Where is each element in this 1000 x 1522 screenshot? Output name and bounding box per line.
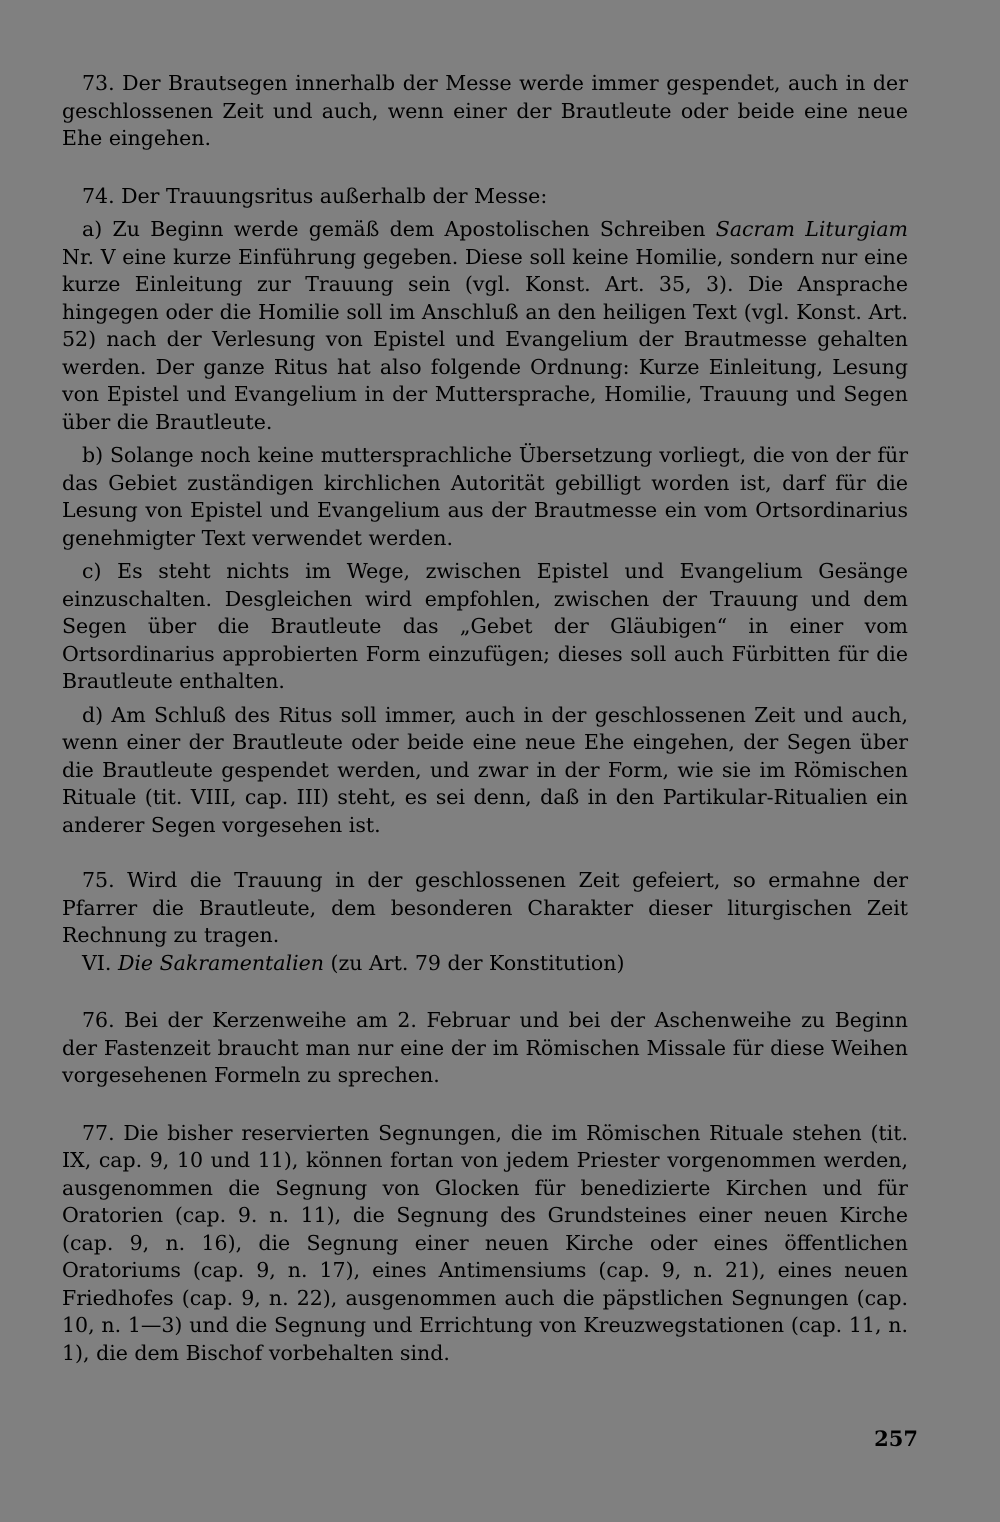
- paragraph-74a-italic-title: Sacram Liturgiam: [715, 217, 908, 241]
- paragraph-77: 77. Die bisher reservierten Segnungen, die im Römischen Rituale stehen (tit. IX, cap. 9, 10 und 11), können fortan von jedem Priester vorgenommen werden, ausgenommen die Segnung von Glocken für benedizierte Kirchen und für Oratorien (cap. 9. n. 11), die Segnung des Grundsteines einer neuen Kirche (cap. 9, n. 16), die Segnung einer neuen Kirche oder eines öffentlichen Oratoriums (cap. 9, n. 17), eines Antimensiums (cap. 9, n. 21), eines neuen Friedhofes (cap. 9, n. 22), ausgenommen auch die päpstlichen Segnungen (cap. 10, n. 1—3) und die Segnung und Errichtung von Kreuzwegstationen (cap. 11, n. 1), die dem Bischof vorbehalten sind.: [62, 1120, 908, 1365]
- paragraph-74a-start: a) Zu Beginn werde gemäß dem Apostolischen Schreiben: [82, 217, 716, 241]
- section-subtitle: (zu Art. 79 der Konstitution): [323, 950, 625, 975]
- section-number: VI.: [82, 950, 118, 975]
- paragraph-74d: d) Am Schluß des Ritus soll immer, auch in der geschlossenen Zeit und auch, wenn einer der Brautleute oder beide eine neue Ehe eingehen, der Segen über die Brautleute gespendet werden, und zwar in der Form, wie sie im Römischen Rituale (tit. VIII, cap. III) steht, es sei denn, daß in den Partikular-Ritualien ein anderer Segen vorgesehen ist.: [62, 702, 908, 837]
- section-heading: [62, 950, 908, 978]
- paragraph-74b: b) Solange noch keine muttersprachliche Übersetzung vorliegt, die von der für das Gebiet zuständigen kirchlichen Autorität gebilligt worden ist, darf für die Lesung von Epistel und Evangelium aus der Brautmesse ein vom Ortsordinarius genehmigter Text verwendet werden.: [62, 443, 908, 550]
- paragraph-74a-rest: Nr. V eine kurze Einführung gegeben. Diese soll keine Homilie, sondern nur eine kurze Einleitung zur Trauung sein (vgl. Konst. Art. 35, 3). Die Ansprache hingegen oder die Homilie soll im Anschluß an den heiligen Text (vgl. Konst. Art. 52) nach der Verlesung von Epistel und Evangelium der Brautmesse gehalten werden. Der ganze Ritus hat also folgende Ordnung: Kurze Einleitung, Lesung von Epistel und Evangelium in der Muttersprache, Homilie, Trauung und Segen über die Brautleute.: [62, 244, 908, 434]
- paragraph-74c: c) Es steht nichts im Wege, zwischen Epistel und Evangelium Gesänge einzuschalten. Desgleichen wird empfohlen, zwischen der Trauung und dem Segen über die Brautleute das „Gebet der Gläubigen“ in einer vom Ortsordinarius approbierten Form einzufügen; dieses soll auch Fürbitten für die Brautleute enthalten.: [62, 559, 908, 693]
- paragraph-73: 73. Der Brautsegen innerhalb der Messe werde immer gespendet, auch in der geschlossenen Zeit und auch, wenn einer der Brautleute oder beide eine neue Ehe eingehen.: [62, 71, 908, 150]
- section-title: Die Sakramentalien: [117, 950, 324, 975]
- paragraph-74a: [62, 216, 908, 436]
- page-number: 257: [874, 1426, 918, 1451]
- page-body: [62, 70, 908, 1367]
- paragraph-75: 75. Wird die Trauung in der geschlossenen Zeit gefeiert, so ermahne der Pfarrer die Brautleute, dem besonderen Charakter dieser liturgischen Zeit Rechnung zu tragen.: [62, 868, 908, 947]
- paragraph-74-intro: 74. Der Trauungsritus außerhalb der Messe:: [82, 183, 548, 208]
- paragraph-76: 76. Bei der Kerzenweihe am 2. Februar und bei der Aschenweihe zu Beginn der Fastenzeit braucht man nur eine der im Römischen Missale für diese Weihen vorgesehenen Formeln zu sprechen.: [62, 1008, 908, 1087]
